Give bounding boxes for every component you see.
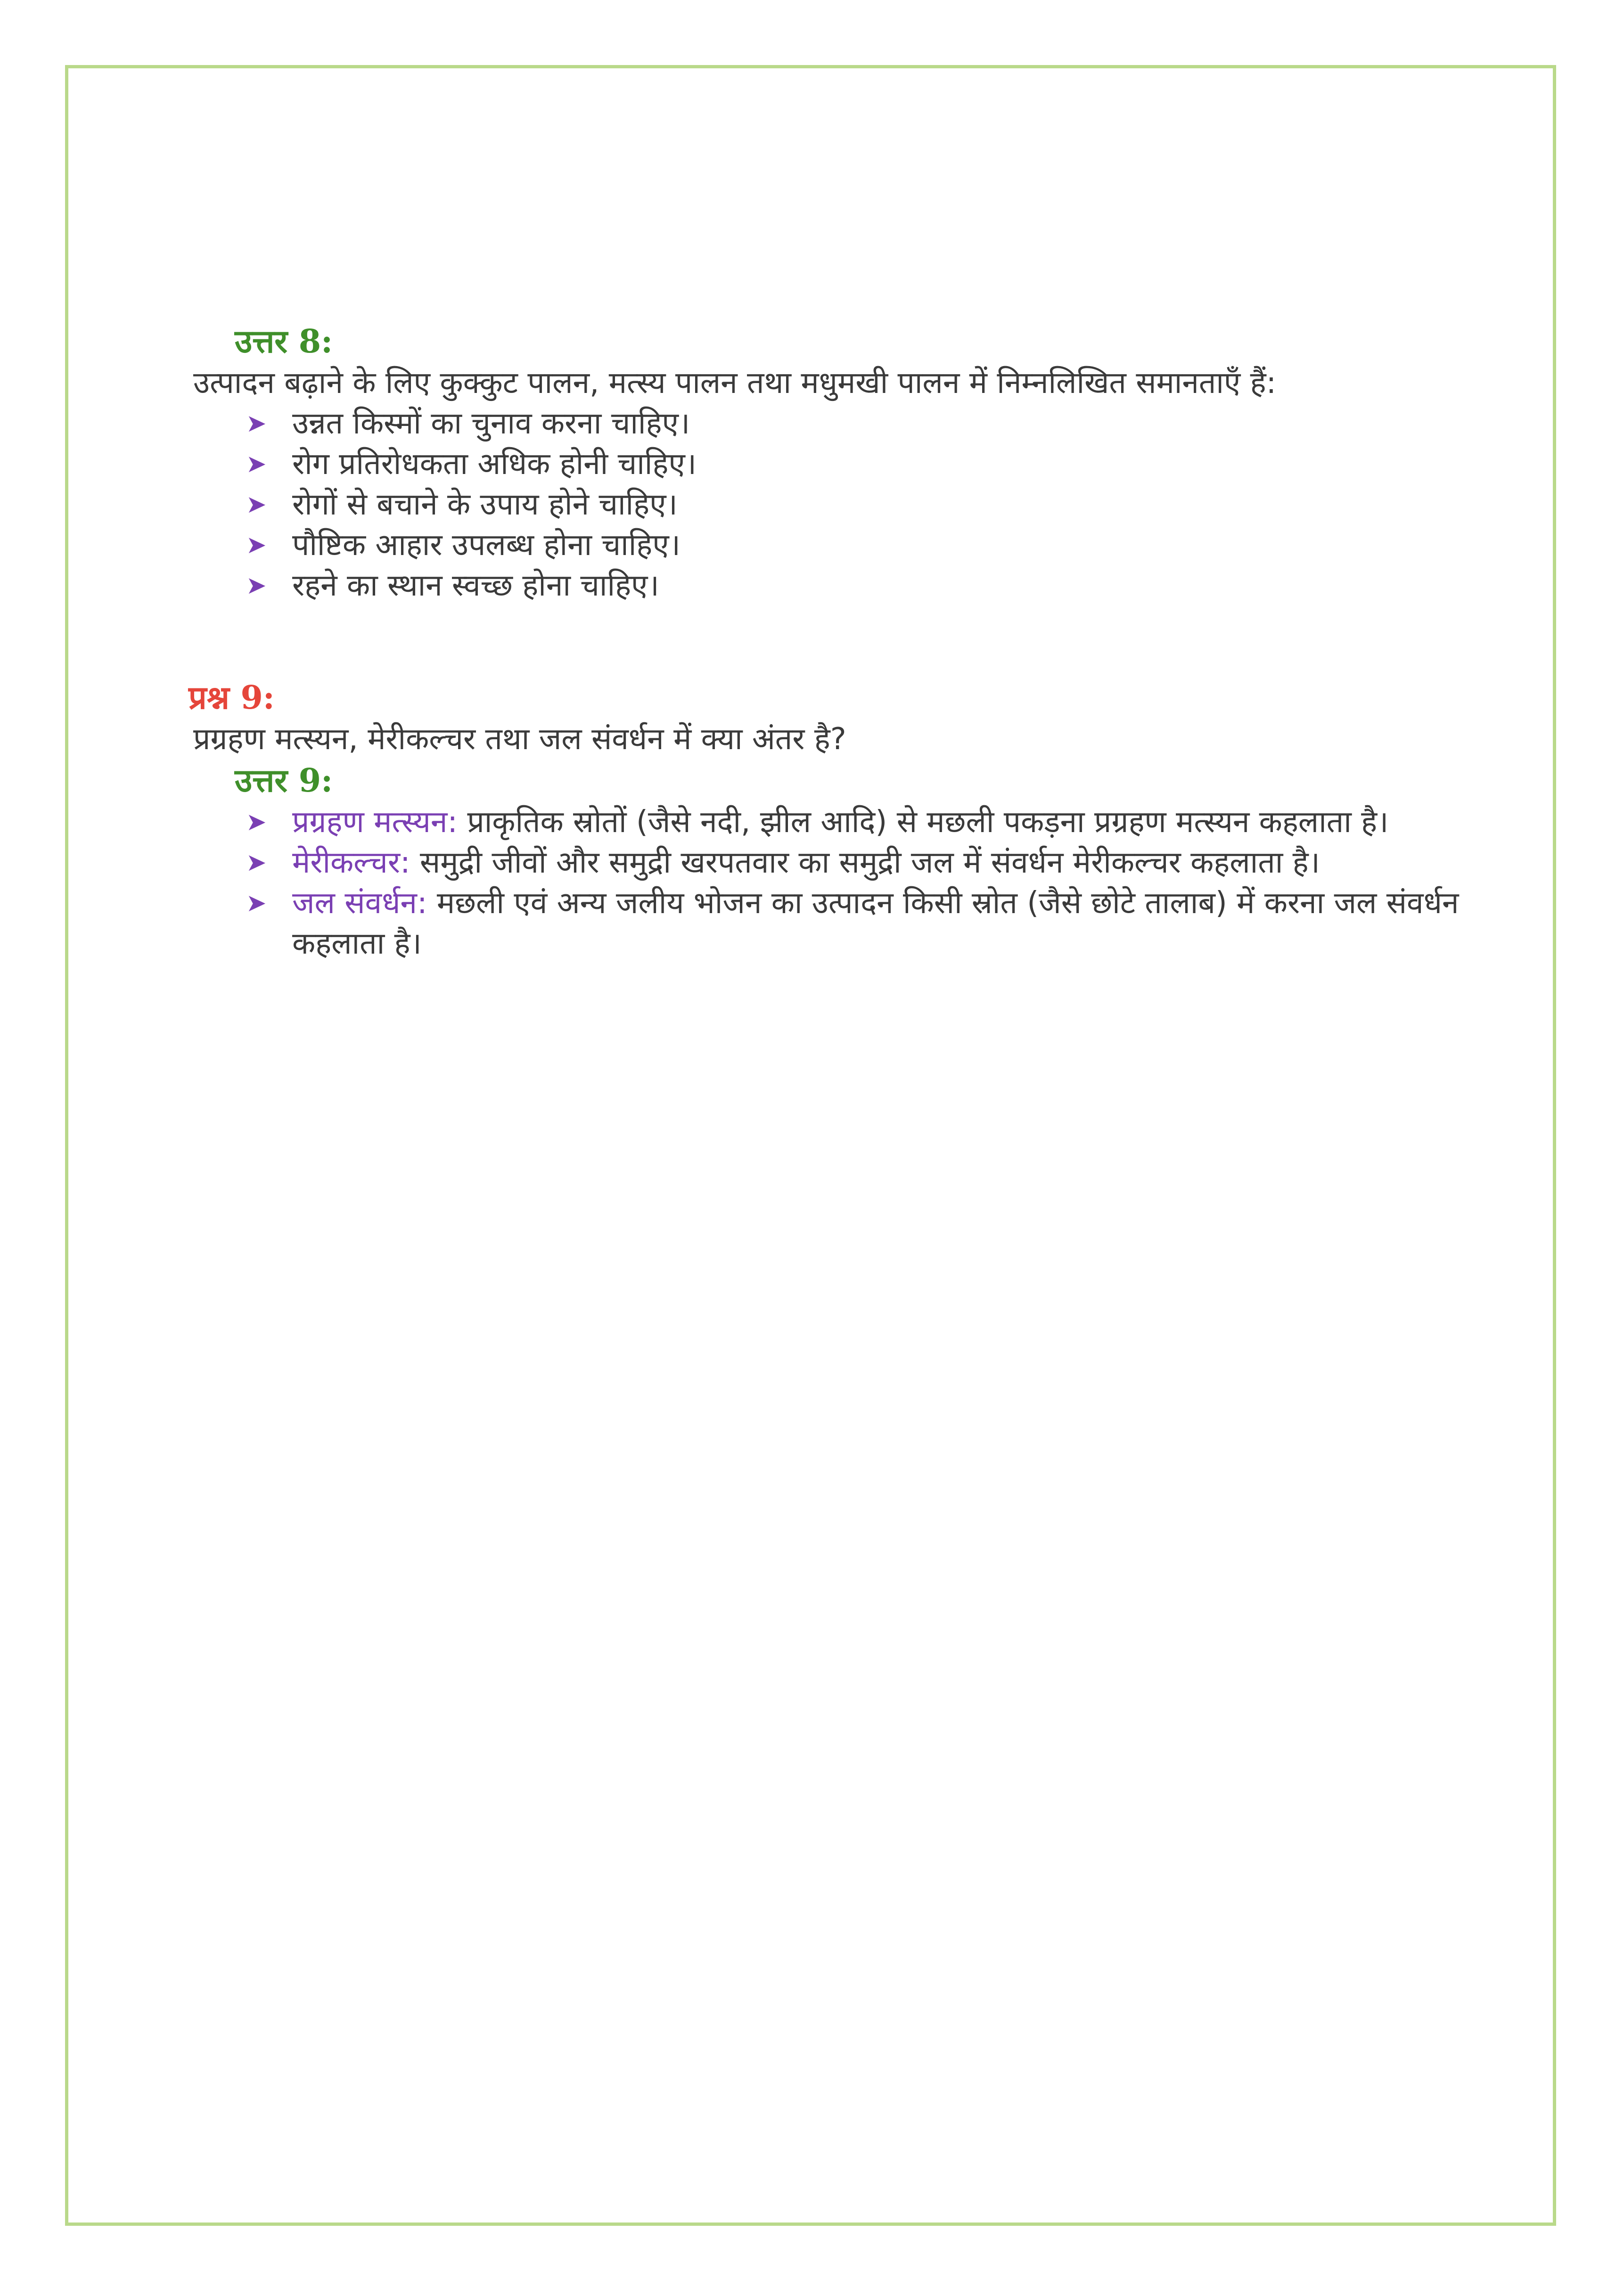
arrow-bullet-icon: ➤ — [246, 572, 267, 600]
answer-9-list — [193, 802, 1466, 964]
term-label: जल संवर्धन: — [292, 886, 427, 921]
section-spacer — [193, 606, 1466, 677]
list-item-text: उन्नत किस्मों का चुनाव करना चाहिए। — [292, 406, 690, 441]
term-label: मेरीकल्चर: — [292, 845, 410, 880]
list-item — [193, 842, 1466, 883]
term-definition: समुद्री जीवों और समुद्री खरपतवार का समुद्री जल में संवर्धन मेरीकल्चर कहलाता है। — [410, 845, 1320, 880]
list-item — [193, 484, 1466, 525]
term-label: प्रग्रहण मत्स्यन: — [292, 805, 458, 840]
term-definition: प्राकृतिक स्रोतों (जैसे नदी, झील आदि) से मछली पकड़ना प्रग्रहण मत्स्यन कहलाता है। — [457, 805, 1389, 840]
list-item — [193, 525, 1466, 565]
term-definition: मछली एवं अन्य जलीय भोजन का उत्पादन किसी स्रोत (जैसे छोटे तालाब) में करना जल संवर्धन कहलाता है। — [292, 886, 1459, 961]
list-item-text: रोग प्रतिरोधकता अधिक होनी चाहिए। — [292, 447, 697, 482]
list-item — [193, 403, 1466, 444]
list-item — [193, 802, 1466, 842]
list-item — [193, 883, 1466, 964]
document-content — [189, 320, 1466, 964]
arrow-bullet-icon: ➤ — [246, 889, 267, 917]
list-item-text: पौष्टिक आहार उपलब्ध होना चाहिए। — [292, 528, 681, 563]
arrow-bullet-icon: ➤ — [246, 808, 267, 836]
answer-8-heading: उत्तर 8: — [235, 323, 333, 360]
arrow-bullet-icon: ➤ — [246, 531, 267, 559]
answer-8-intro: उत्पादन बढ़ाने के लिए कुक्कुट पालन, मत्स्य पालन तथा मधुमखी पालन में निम्नलिखित समानताएँ हैं: — [193, 366, 1277, 400]
list-item-text: रहने का स्थान स्वच्छ होना चाहिए। — [292, 568, 659, 603]
answer-8-list — [193, 403, 1466, 606]
arrow-bullet-icon: ➤ — [246, 490, 267, 519]
answer-9-heading: उत्तर 9: — [235, 762, 333, 800]
arrow-bullet-icon: ➤ — [246, 849, 267, 877]
list-item — [193, 444, 1466, 484]
arrow-bullet-icon: ➤ — [246, 450, 267, 478]
question-9-heading: प्रश्न 9: — [189, 679, 275, 717]
arrow-bullet-icon: ➤ — [246, 409, 267, 438]
list-item-text: रोगों से बचाने के उपाय होने चाहिए। — [292, 487, 678, 522]
list-item — [193, 565, 1466, 606]
question-9-text: प्रग्रहण मत्स्यन, मेरीकल्चर तथा जल संवर्धन में क्या अंतर है? — [193, 722, 846, 757]
